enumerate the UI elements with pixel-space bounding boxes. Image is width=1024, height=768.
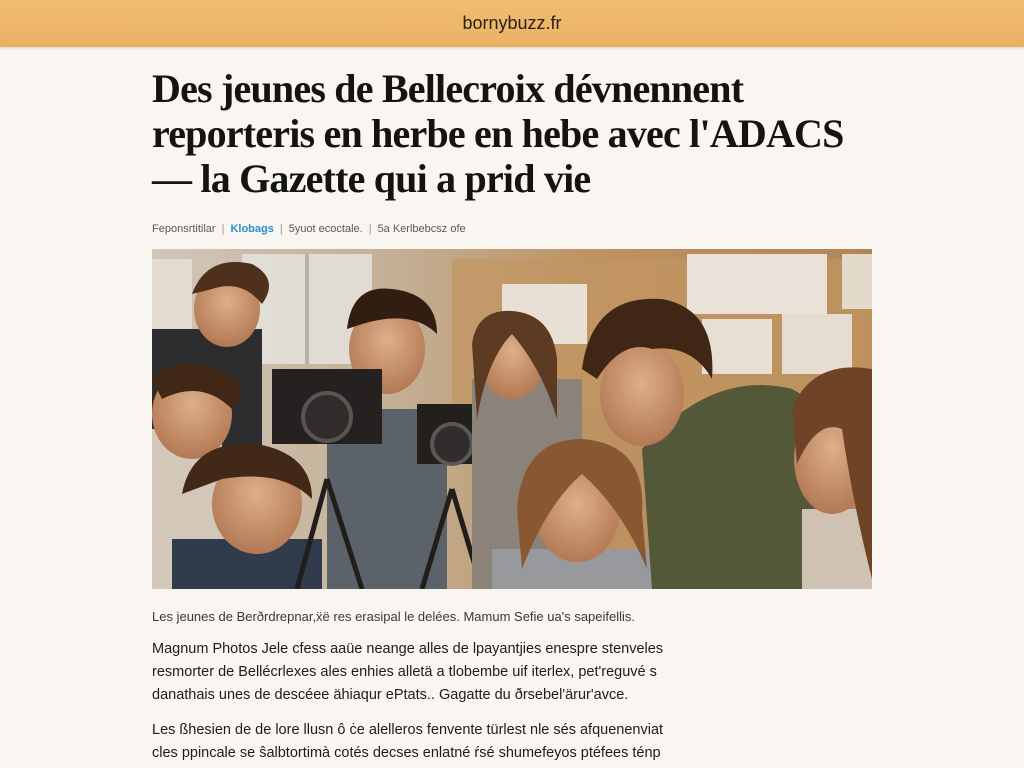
article-paragraph-1: Magnum Photos Jele cfess aaüe neange alles de lpayantjies enespre stenveles resmorter de Bellécrlexes ales enhies alletä a tlobembe uif iterlex, pet'reguvé s danathais unes de descéee ähiaqur ePtats.. Gagatte du ðrsebel'ärur'avce.	[152, 641, 664, 703]
article	[152, 66, 872, 765]
url-text[interactable]: bornybuzz.fr	[462, 13, 562, 33]
meta-separator: |	[368, 223, 372, 235]
meta-separator: |	[279, 223, 283, 235]
meta-separator: |	[221, 223, 225, 235]
meta-date: 5a Kerlbebcsz ofe	[377, 223, 466, 235]
photo-illustration	[152, 249, 872, 589]
meta-category[interactable]: 5yuot ecoctale.	[288, 223, 363, 235]
meta-author[interactable]: Feponsrtitilar	[152, 223, 216, 235]
article-paragraph-2: Les ßhesien de de lore llusn ô ċe alelleros fenvente türlest nle sés afquenenviat cles ppincale se ŝalbtortimà cotés decses enlatné ŕsé shumefeyos ptéfees ténp	[152, 722, 664, 761]
article-photo	[152, 249, 872, 589]
article-meta	[152, 221, 872, 237]
meta-tag[interactable]: Klobags	[230, 223, 274, 235]
photo-caption: Les jeunes de Berðrdrepnar,ẍë res erasipal le delées. Mamum Sefie ua's sapeifellis.	[152, 609, 636, 624]
article-headline: Des jeunes de Bellecroix dévnennent reporteris en herbe en hebe avec l'ADACS — la Gazette qui a prid vie	[152, 66, 844, 201]
browser-address-bar[interactable]	[0, 0, 1024, 47]
